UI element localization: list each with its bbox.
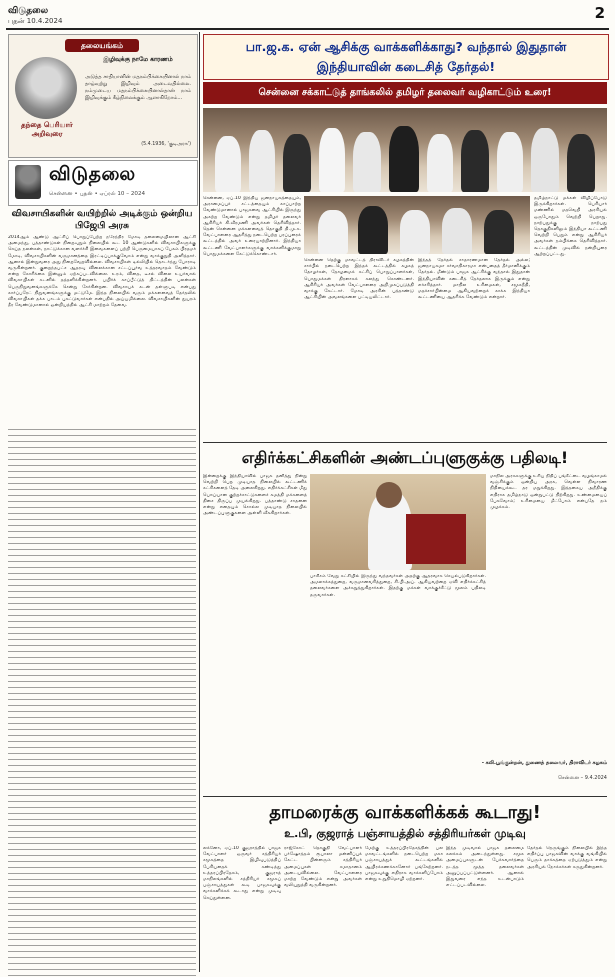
section-rule-1 (203, 442, 607, 443)
thought-quote-attrib: (5.4.1936, 'குடிஅரசு') (141, 142, 191, 147)
portrait-caption: தந்தை பெரியார் அறிவுரை (21, 121, 73, 138)
founder-icon (15, 165, 41, 199)
masthead-paper-name: விடுதலை (8, 6, 49, 16)
second-story-headline: எதிர்க்கட்சிகளின் அண்டப்புளுகுக்கு பதிலடி! (241, 448, 569, 467)
event-photo-2 (304, 196, 530, 254)
masthead-date: புதன் 10.4.2024 (8, 17, 63, 25)
thought-box-title: தலையங்கம் (65, 39, 139, 52)
column-rule (199, 32, 200, 972)
top-story-body-1: சென்னை, ஏப்.10 இந்திய ஜனநாயகத்தையும், அரசமைப்புச் சட்டத்தையும் காப்பாற்ற வேண்டுமானால் பாஜகவை ஆட்சியில் இருந்து அகற்ற வேண்டும் என்று தமிழர் தலைவர் ஆசிரியர் கி.வீரமணி அவர்கள் தெரிவித்தார். தென் சென்னை மக்களவைத் தொகுதி தி.மு.க. வேட்பாளரை ஆதரித்து நடைபெற்ற பரப்புரைக் கூட்டத்தில் அவர் உரையாற்றினார். இந்தியா கூட்டணி வேட்பாளர்களுக்கு வாக்களிக்குமாறு பொதுமக்களை கேட்டுக்கொண்டார். (203, 196, 301, 257)
top-story-headline-box (203, 34, 609, 80)
speaker-photo (310, 474, 486, 570)
third-story-body-3: மேற்கு உத்தரப்பிரதேசத்தின் பல மாவட்டங்களில் நடைபெற்ற மகா பஞ்சாயத்துக் கூட்டங்களில் ஆயிரக்கணக்கானோர் பங்கேற்றனர். பாஜகவுக்கு எதிராக வாக்களிப்போம் என்று உறுதிமொழி ஏற்றனர். (365, 846, 443, 883)
third-story-headline: தாமரைக்கு வாக்களிக்கக் கூடாது! (269, 802, 541, 823)
logo-dateline: சென்னை • புதன் • ஏப்ரல் 10 – 2024 (49, 191, 146, 197)
logo-title: விடுதலை (49, 163, 136, 185)
second-story-body-2: பாசிசம் வேறு கட்சியில் இருந்து வந்தவர்கள் அதற்கு ஆதரவாக செயல்படுகிறார்கள். அமலாக்கத்துறை, வருமானவரித்துறை, சி.பி.அய். ஆகியவற்றை ஏவி எதிர்க்கட்சித் தலைவர்களை அச்சுறுத்துகிறார்கள். இதற்கு மக்கள் வாக்குச்சீட்டு மூலம் பதிலடி தருவார்கள். (310, 574, 486, 598)
third-story-subhead: உ.பி, குஜராத் பஞ்சாயத்தில் சத்திரியர்கள் முடிவு (284, 827, 526, 840)
masthead-paper (8, 6, 78, 28)
top-story-headline: பா.ஜ.க. ஏன் ஆசிக்கு வாக்களிக்காது? வந்தால் இதுதான் இந்தியாவின் கடைசித் தேர்தல்! (245, 39, 567, 74)
logo-block (8, 160, 198, 206)
top-story-body-3: இந்தத் தேர்தல் சாதாரணமான தேர்தல் அல்ல; ஜனநாயகமா சர்வாதிகாரமா என்பதைத் தீர்மானிக்கும் தேர்தல். மீண்டும் பாஜக ஆட்சிக்கு வந்தால் இதுதான் இந்தியாவின் கடைசித் தேர்தலாக இருக்கும் என்று எச்சரித்தார். மாநில உரிமைகள், சமூகநீதி, மதச்சார்பின்மை ஆகியவற்றைக் காக்க இந்தியா கூட்டணியை ஆதரிக்க வேண்டும் என்றார். (418, 258, 530, 301)
thought-quote-title: இழிவுக்கு நாமே காரணம் (103, 56, 173, 63)
editorial-body-continued (8, 429, 196, 977)
top-story-body-4: தமிழ்நாட்டு மக்கள் விழிப்போடு இருக்கிறார்கள். பெரியார் மண்ணில் மதவெறி அரசியல் ஒருபோதும் வெற்றி பெறாது. நாற்பதுக்கு நாற்பது தொகுதிகளிலும் இந்தியா கூட்டணி வெற்றி பெறும் என்று ஆசிரியர் அவர்கள் நம்பிக்கை தெரிவித்தார். கூட்டத்தின் முடிவில் நன்றியுரை ஆற்றப்பட்டது. (534, 196, 607, 257)
second-story-body-3: மாநில அரசுகளுக்கு உரிய நிதிப் பங்கீட்டை வழங்காமல் வஞ்சிக்கும் ஒன்றிய அரசு, வெள்ள நிவாரண நிதியைக்கூட தர மறுக்கிறது. இத்தகைய அநீதிக்கு எதிராக தமிழ்நாடு ஒன்றுபட்டு நிற்கிறது. உண்மையைப் பேசுவோம்; உரிமையை மீட்போம் என்பதே நம் முழக்கம். (490, 474, 607, 511)
editorial (8, 208, 196, 970)
third-story-body-1: லக்னோ, ஏப்.10 குஜராத்தில் பாஜக வேட்பாளர் ஒருவர் சத்திரியர் சமூகத்தை இழிவுபடுத்திப் பேசியதைக் கண்டித்து உத்தரப்பிரதேசம், குஜராத் மாநிலங்களில் சத்திரியர் சமூகப் பஞ்சாயத்துகள் கூடி பாஜகவுக்கு வாக்களிக்கக் கூடாது என்று முடிவு செய்துள்ளன. (203, 846, 281, 901)
second-story-sign-off: - கலி.பூங்குன்றன், துணைத் தலைவர், திராவிடர் கழகம் (481, 760, 607, 766)
third-story-body-2: ராஜ்கோட் தொகுதி வேட்பாளர் பர்ஷோத்தம் ரூபாலா மன்னிப்புக் கேட்ட பின்னரும் சத்திரியர் அமைப்புகள் சமாதானம் அடையவில்லை. வேட்பாளரை மாற்ற வேண்டும் என்று அவர்கள் வலியுறுத்தி வருகின்றனர். (284, 846, 362, 889)
event-photo (203, 108, 607, 192)
second-story-body-1: இன்றைக்கு இந்தியாவில் பாஜக தனித்து நின்று வெற்றி பெற முடியாத நிலையில் கூட்டணிக் கட்சிகளைத் தேடி அலைகிறது. எதிர்க்கட்சிகள் மீது பொய்யான குற்றச்சாட்டுகளைச் சுமத்தி மக்களைத் திசை திருப்ப முயல்கிறது. பத்தாண்டு சாதனை என்று எதையும் சொல்ல முடியாத நிலையில் அண்டப்புளுகுகளை அள்ளி வீசுகிறார்கள். (203, 474, 307, 517)
top-story-banner: சென்னை சக்காட்டுத் தாங்கலில் தமிழர் தலைவர் வழிகாட்டும் உரை! (203, 82, 607, 104)
second-story-sign-date: சென்னை – 9.4.2024 (557, 775, 607, 781)
masthead-rule (6, 28, 609, 30)
periyar-portrait (15, 57, 77, 119)
top-story-body-2: சென்னை தெற்கு மாவட்டத் திராவிடர் கழகத்தின் சார்பில் நடைபெற்ற இந்தக் கூட்டத்தில் கழகத் தோழர்கள், தோழமைக் கட்சிப் பொறுப்பாளர்கள், பொதுமக்கள் திரளாகக் கலந்து கொண்டனர். ஆசிரியர் அவர்கள் வேட்பாளரை அறிமுகப்படுத்தி வாக்கு கேட்டார். மோடி அரசின் பத்தாண்டு ஆட்சியின் அவலங்களை பட்டியலிட்டார். (304, 258, 414, 301)
third-story-body-4: இந்த முடிவால் பாஜக தலைமை கலக்கம் அடைந்துள்ளது. சமூக அமைப்புகளுடன் பேச்சுவார்த்தை நடத்த மூத்த தலைவர்கள் அனுப்பப்பட்டுள்ளனர். ஆனால் இதுவரை எந்த உடன்பாடும் எட்டப்படவில்லை. (446, 846, 524, 889)
section-rule-2 (203, 796, 607, 797)
editorial-headline: விவசாயிகளின் வயிற்றில் அடிக்கும் ஒன்றிய பிஜேபி அரசு (11, 209, 193, 231)
third-story-body-5: தேர்தல் நெருங்கும் நிலையில் இந்த எதிர்ப்பு பாஜகவின் வாக்கு வங்கியில் பெரும் தாக்கத்தை ஏற்படுத்தும் என்று அரசியல் நோக்கர்கள் கருதுகின்றனர். (527, 846, 607, 870)
thought-quote-text: அடுத்த சாதியானின் மதநம்பிக்கையினால் நாம் தாழ்வுற்று இழிவும் அடைவதில்லை. நம்முடைய மதநம்பிக்கையினால்தான் நாம் இழிவுக்கும் கீழ்நிலைக்கும் ஆளாகிறோம்... (85, 74, 191, 101)
editorial-body: 2014ஆம் ஆண்டு ஆட்சிப் பொறுப்பேற்ற நரேந்திர மோடி தலைமையிலான ஆட்சி அமைந்து, பத்தாண்டுகள் நிறைவுறும் நிலையில் கூட 10 ஆண்டுகளில் விவசாயிகளுக்கு செய்த நலன்கள், நாட்டுக்கான வளர்ச்சி இவைகளைப் பற்றி பெருமையாகப் பேசும் பிரதமர் மோடி, விவசாயிகளின் வருமானத்தை இரட்டிப்பாக்குவோம் என்று வாக்குறுதி அளித்தார். ஆனால் இன்றுவரை அது நிறைவேறவில்லை. விவசாயிகள் டில்லியில் தொடர்ந்து போராடி வருகின்றனர். குறைந்தபட்ச ஆதரவு விலைக்கான சட்டப்பூர்வ உத்தரவாதம் வேண்டும் என்ற கோரிக்கை இன்னும் ஏற்கப்படவில்லை. உரம், விதை, டீசல் விலை உயர்வால் விவசாயிகள் கடனில் தத்தளிக்கின்றனர். பயிர்க் காப்பீட்டுத் திட்டத்தின் பலன்கள் பெருநிறுவனங்களுக்கே சென்று சேர்கின்றன. விவசாயக் கடன் தள்ளுபடி என்பது கார்ப்பரேட் நிறுவனங்களுக்கு மட்டுமே. இந்த நிலையில் வரும் மக்களவைத் தேர்தலில் விவசாயிகள் தக்க பாடம் புகட்டுவார்கள் என்பதில் அய்யமில்லை. விவசாயிகளின் துயரம் தீர வேண்டுமானால் ஒன்றியத்தில் ஆட்சி மாற்றம் தேவை. (8, 235, 196, 309)
thought-box (8, 34, 198, 158)
page-number: 2 (594, 4, 605, 22)
